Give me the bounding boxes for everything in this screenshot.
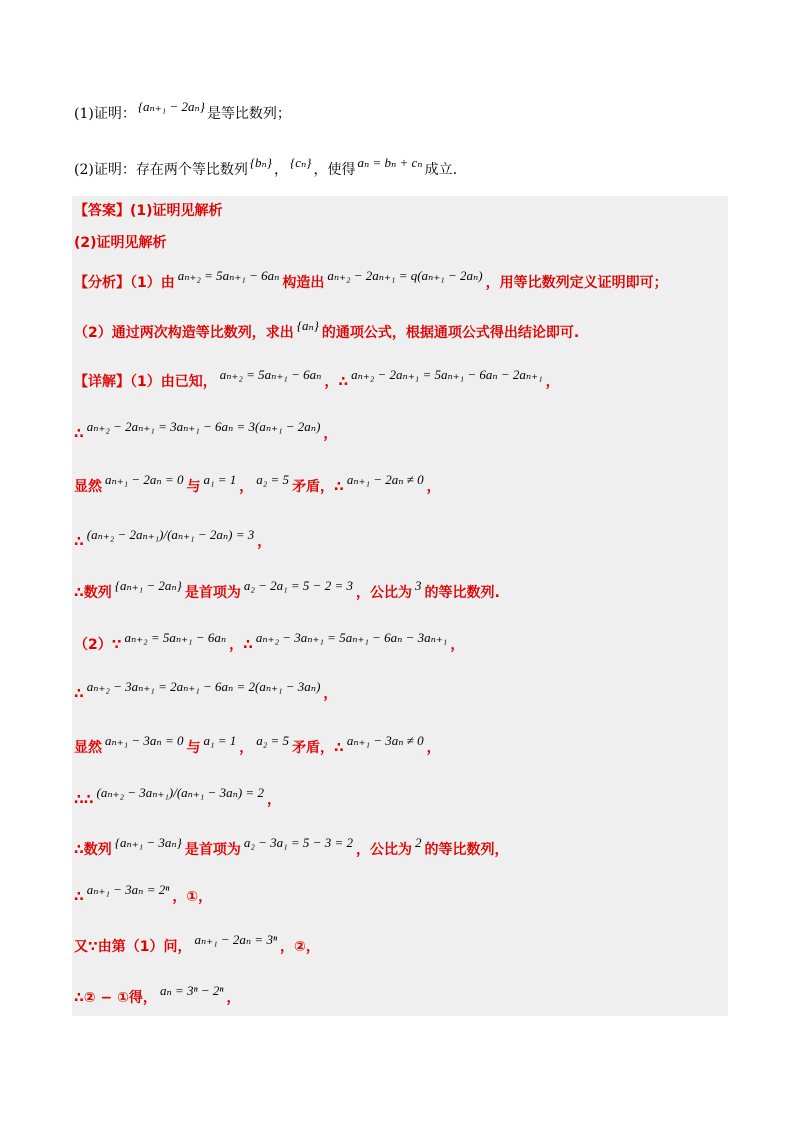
math-expr: a₂ − 2a₁ = 5 − 2 = 3 [243,578,353,593]
math-expr: a₂ − 3a₁ = 5 − 3 = 2 [243,835,353,850]
math-expr: aₙ₊₁ − 2aₙ = 3ⁿ [194,932,278,947]
detail-line-3: 显然 aₙ₊₁ − 2aₙ = 0 与 a₁ = 1 ， a₂ = 5 矛盾，∴ aₙ₊₁ − 2aₙ ≠ 0 ， [74,472,441,495]
question-part-2 [74,155,458,180]
math-expr: aₙ₊₁ − 3aₙ = 0 [105,733,184,748]
math-expr: aₙ₊₂ = 5aₙ₊₁ − 6aₙ [124,630,227,645]
detail-line-7: ∴ aₙ₊₂ − 3aₙ₊₁ = 2aₙ₊₁ − 6aₙ = 2(aₙ₊₁ − 3aₙ) ， [74,679,338,702]
math-expr: a₁ = 1 [203,733,237,748]
math-expr: aₙ₊₂ = 5aₙ₊₁ − 6aₙ [177,268,280,283]
detail-line-10: ∴数列 {aₙ₊₁ − 3aₙ} 是首项为 a₂ − 3a₁ = 5 − 3 = 2 ，公比为 2 的等比数列， [74,835,509,858]
math-expr: {cₙ} [290,155,312,170]
analysis-line-2: （2）通过两次构造等比数列，求出 {aₙ} 的通项公式，根据通项公式得出结论即可. [74,318,580,341]
detail-line-6: （2）∵ aₙ₊₂ = 5aₙ₊₁ − 6aₙ ，∴ aₙ₊₂ − 3aₙ₊₁ = 5aₙ₊₁ − 6aₙ − 3aₙ₊₁ ， [74,630,465,653]
analysis-line-1: 【分析】（1）由 aₙ₊₂ = 5aₙ₊₁ − 6aₙ 构造出 aₙ₊₂ − 2aₙ₊₁ = q(aₙ₊₁ − 2aₙ) ，用等比数列定义证明即可； [74,268,668,291]
question-text: ，使得 [313,162,356,178]
math-expr: aₙ₊₁ − 3aₙ ≠ 0 [346,733,424,748]
math-expr: aₙ₊₁ − 2aₙ = 0 [105,472,184,487]
math-expr: aₙ₊₂ − 3aₙ₊₁ = 5aₙ₊₁ − 6aₙ − 3aₙ₊₁ [255,630,448,645]
math-expr: a₂ = 5 [256,472,290,487]
math-expr: {aₙ₊₁ − 2aₙ} [137,99,205,114]
math-expr: {aₙ₊₁ − 3aₙ} [114,835,182,850]
detail-line-8: 显然 aₙ₊₁ − 3aₙ = 0 与 a₁ = 1 ， a₂ = 5 矛盾，∴ aₙ₊₁ − 3aₙ ≠ 0 ， [74,733,441,756]
answer-heading: 【答案】(1)证明见解析 [74,203,223,219]
math-expr: aₙ₊₁ − 2aₙ ≠ 0 [346,472,424,487]
math-expr: {aₙ} [296,318,319,333]
detail-line-11: ∴ aₙ₊₁ − 3aₙ = 2ⁿ ，①， [74,882,213,905]
math-expr: aₙ₊₂ = 5aₙ₊₁ − 6aₙ [219,367,322,382]
math-expr: aₙ₊₂ − 2aₙ₊₁ = q(aₙ₊₁ − 2aₙ) [327,268,483,283]
detail-line-4: ∴ (aₙ₊₂ − 2aₙ₊₁)/(aₙ₊₁ − 2aₙ) = 3 ， [74,527,272,550]
detail-line-9: ∴∴ (aₙ₊₂ − 3aₙ₊₁)/(aₙ₊₁ − 3aₙ) = 2 ， [74,785,281,808]
math-expr: aₙ = bₙ + cₙ [357,155,423,170]
question-label: (1)证明： [74,106,136,122]
question-text: 是等比数列； [206,106,291,122]
math-expr: 2 [414,835,422,850]
math-expr: aₙ₊₂ − 2aₙ₊₁ = 5aₙ₊₁ − 6aₙ − 2aₙ₊₁ [351,367,543,382]
question-part-1 [74,99,291,124]
math-fraction: (aₙ₊₂ − 3aₙ₊₁)/(aₙ₊₁ − 3aₙ) = 2 [96,785,264,800]
math-expr: aₙ = 3ⁿ − 2ⁿ [159,983,224,998]
detail-line-1: 【详解】（1）由已知， aₙ₊₂ = 5aₙ₊₁ − 6aₙ ，∴ aₙ₊₂ − 2aₙ₊₁ = 5aₙ₊₁ − 6aₙ − 2aₙ₊₁ ， [74,367,560,390]
question-label: (2)证明：存在两个等比数列 [74,162,248,178]
detail-line-13: ∴② − ①得， aₙ = 3ⁿ − 2ⁿ ， [74,983,241,1006]
math-expr: {bₙ} [249,155,273,170]
detail-line-2: ∴ aₙ₊₂ − 2aₙ₊₁ = 3aₙ₊₁ − 6aₙ = 3(aₙ₊₁ − 2aₙ) ， [74,419,338,442]
math-expr: aₙ₊₂ − 3aₙ₊₁ = 2aₙ₊₁ − 6aₙ = 2(aₙ₊₁ − 3aₙ) [86,679,321,694]
math-expr: a₂ = 5 [256,733,290,748]
math-expr: {aₙ₊₁ − 2aₙ} [114,578,182,593]
math-fraction: (aₙ₊₂ − 2aₙ₊₁)/(aₙ₊₁ − 2aₙ) = 3 [86,527,255,542]
answer-line-2: (2)证明见解析 [74,235,167,251]
question-text: ， [274,162,289,178]
question-text: 成立. [424,162,458,178]
math-expr: a₁ = 1 [203,472,237,487]
detail-line-12: 又∵由第（1）问， aₙ₊₁ − 2aₙ = 3ⁿ ，②， [74,932,320,955]
math-expr: aₙ₊₁ − 3aₙ = 2ⁿ [86,882,170,897]
detail-line-5: ∴数列 {aₙ₊₁ − 2aₙ} 是首项为 a₂ − 2a₁ = 5 − 2 = 3 ，公比为 3 的等比数列. [74,578,500,601]
math-expr: 3 [414,578,422,593]
math-expr: aₙ₊₂ − 2aₙ₊₁ = 3aₙ₊₁ − 6aₙ = 3(aₙ₊₁ − 2aₙ) [86,419,321,434]
